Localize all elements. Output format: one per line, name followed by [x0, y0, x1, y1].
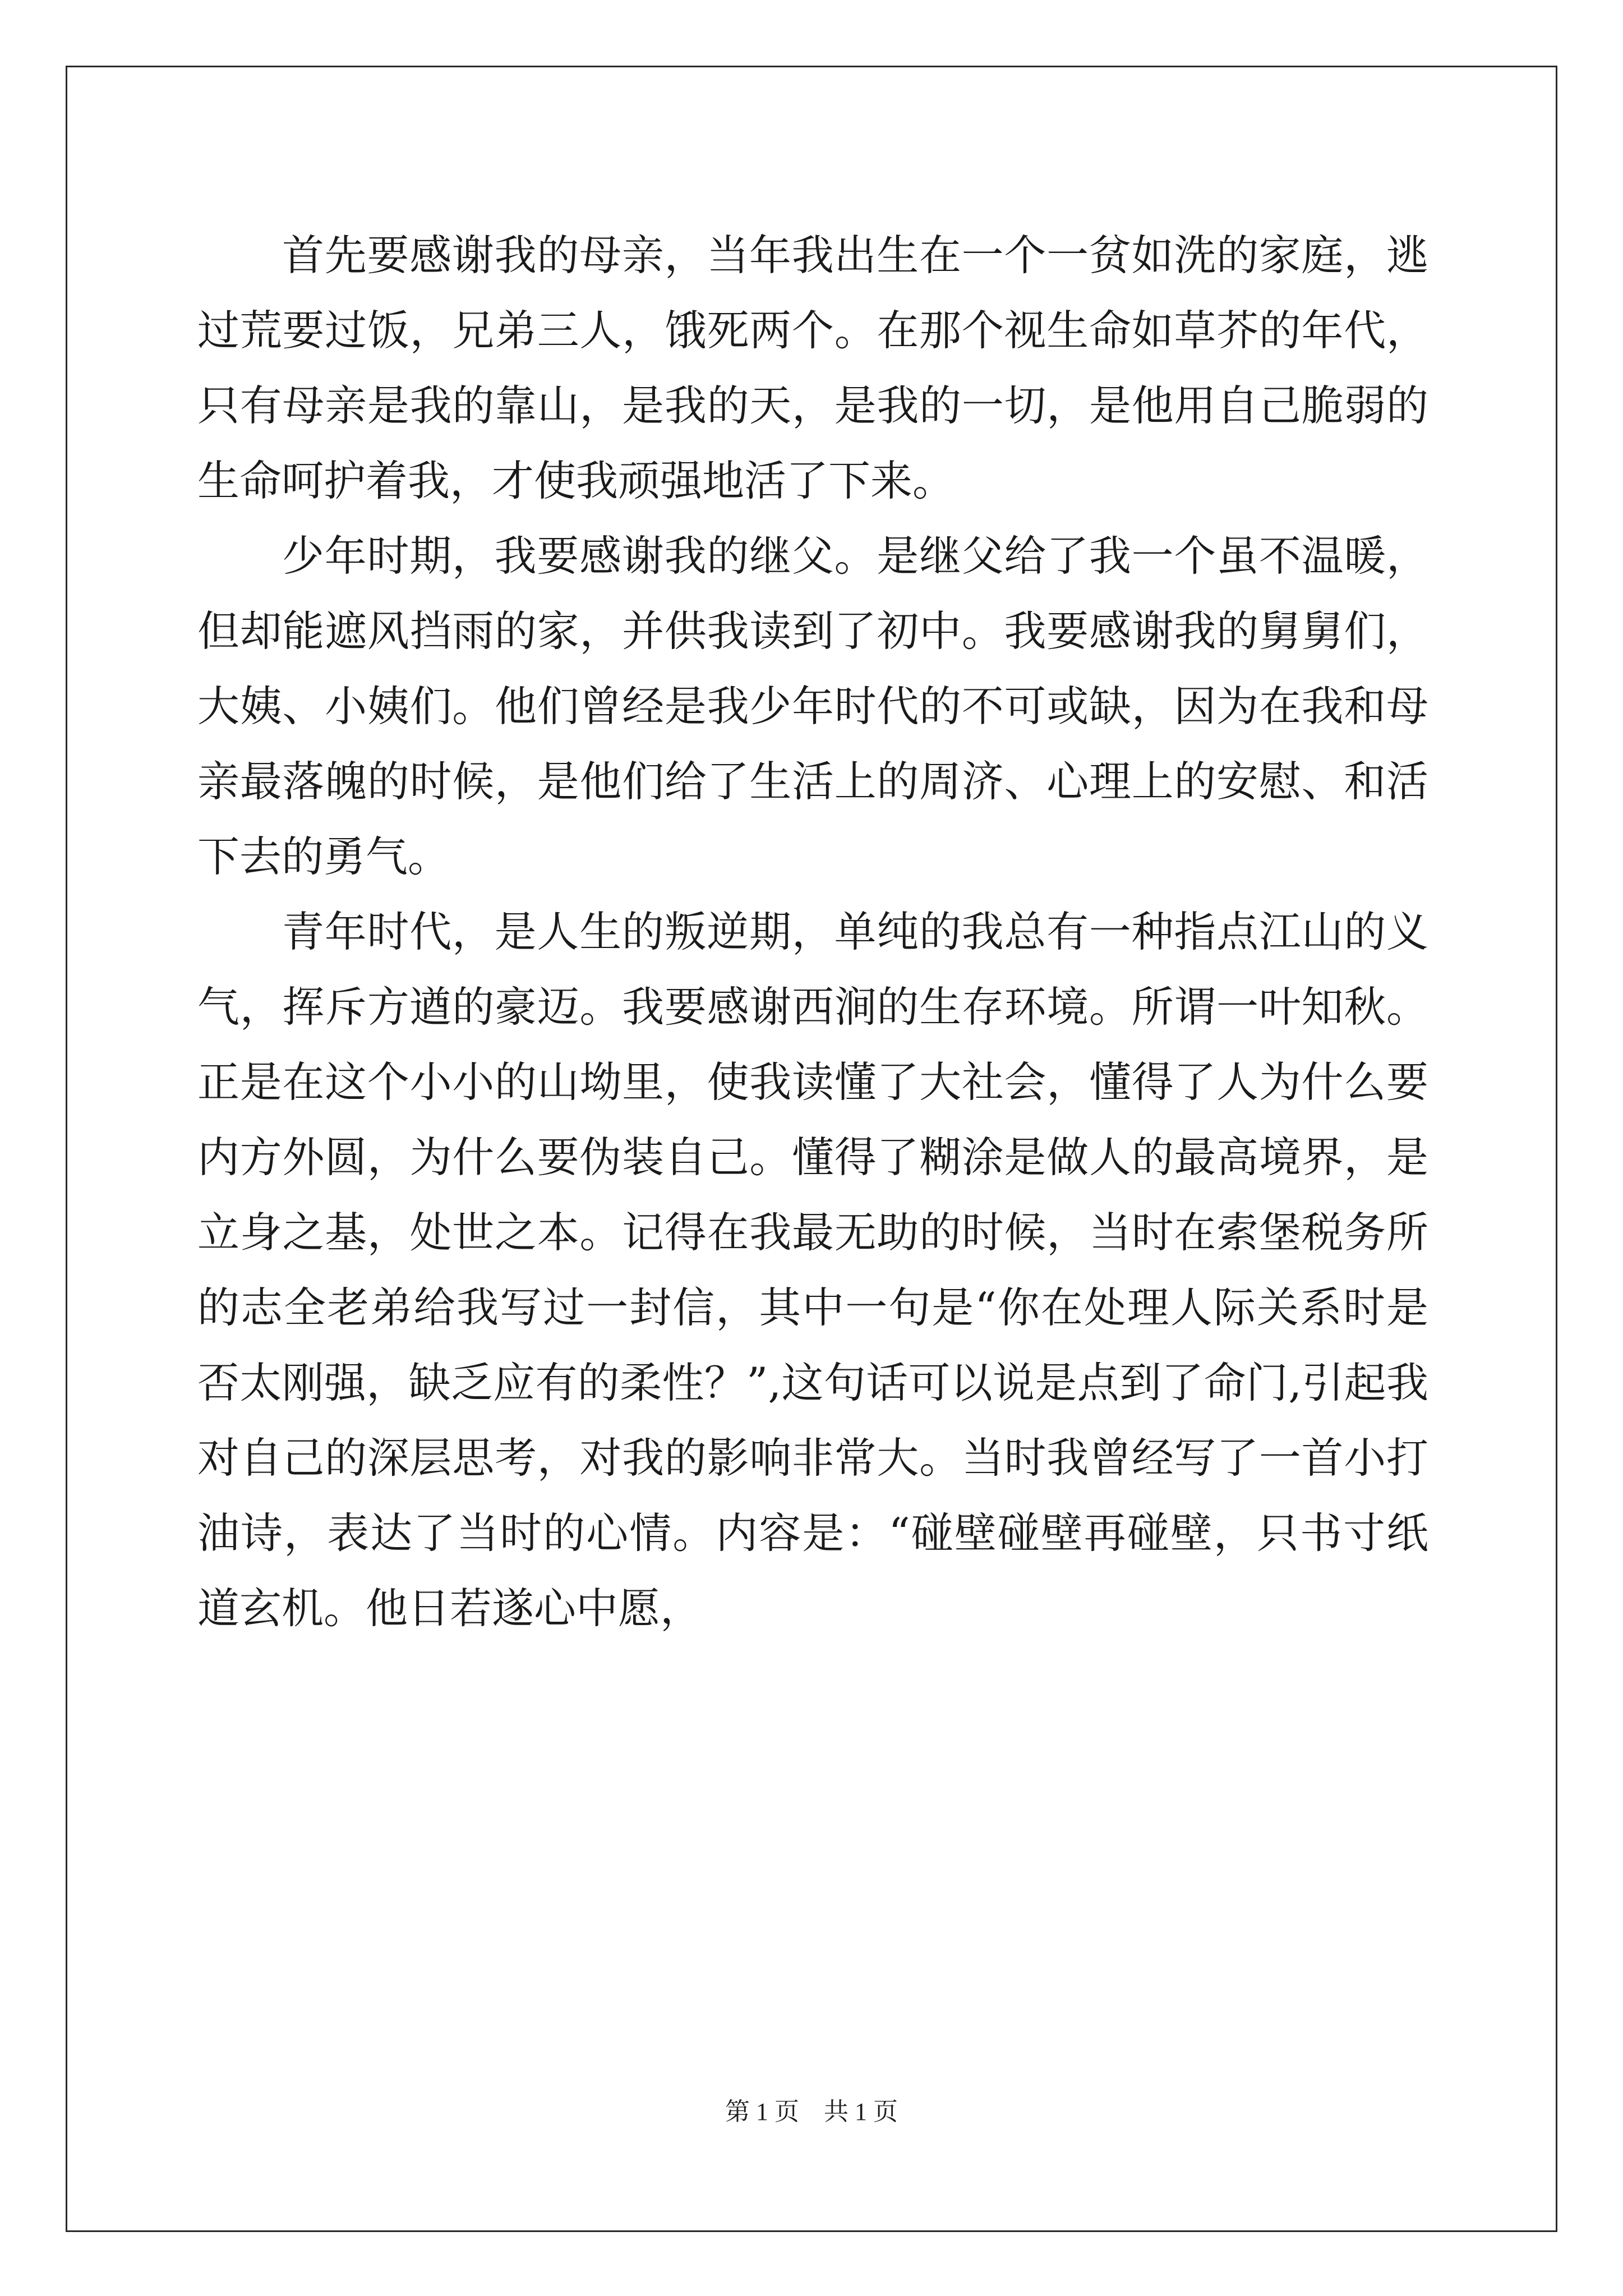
paragraph-mother: 首先要感谢我的母亲，当年我出生在一个一贫如洗的家庭，逃过荒要过饭，兄弟三人，饿死两个。在那个视生命如草芥的年代，只有母亲是我的靠山，是我的天，是我的一切，是他用自己脆弱的生命呵护着我，才使我顽强地活了下来。	[197, 231, 1428, 505]
page-number: 第 1 页	[725, 2098, 799, 2125]
paragraph-youth: 少年时期，我要感谢我的继父。是继父给了我一个虽不温暖，但却能遮风挡雨的家，并供我读到了初中。我要感谢我的舅舅们，大姨、小姨们。他们曾经是我少年时代的不可或缺，因为在我和母亲最落魄的时候，是他们给了生活上的周济、心理上的安慰、和活下去的勇气。	[197, 531, 1428, 881]
document-body	[197, 218, 1428, 1646]
page-footer	[0, 2097, 1623, 2127]
page-total: 共 1 页	[824, 2098, 898, 2125]
paragraph-young-adult: 青年时代，是人生的叛逆期，单纯的我总有一种指点江山的义气，挥斥方遒的豪迈。我要感谢西涧的生存环境。所谓一叶知秋。正是在这个小小的山坳里，使我读懂了大社会，懂得了人为什么要内方外圆，为什么要伪装自己。懂得了糊涂是做人的最高境界，是立身之基，处世之本。记得在我最无助的时候，当时在索堡税务所的志全老弟给我写过一封信，其中一句是“你在处理人际关系时是否太刚强，缺乏应有的柔性？”,这句话可以说是点到了命门,引起我对自己的深层思考，对我的影响非常大。当时我曾经写了一首小打油诗，表达了当时的心情。内容是：“碰壁碰壁再碰壁，只书寸纸道玄机。他日若遂心中愿，	[197, 907, 1428, 1633]
